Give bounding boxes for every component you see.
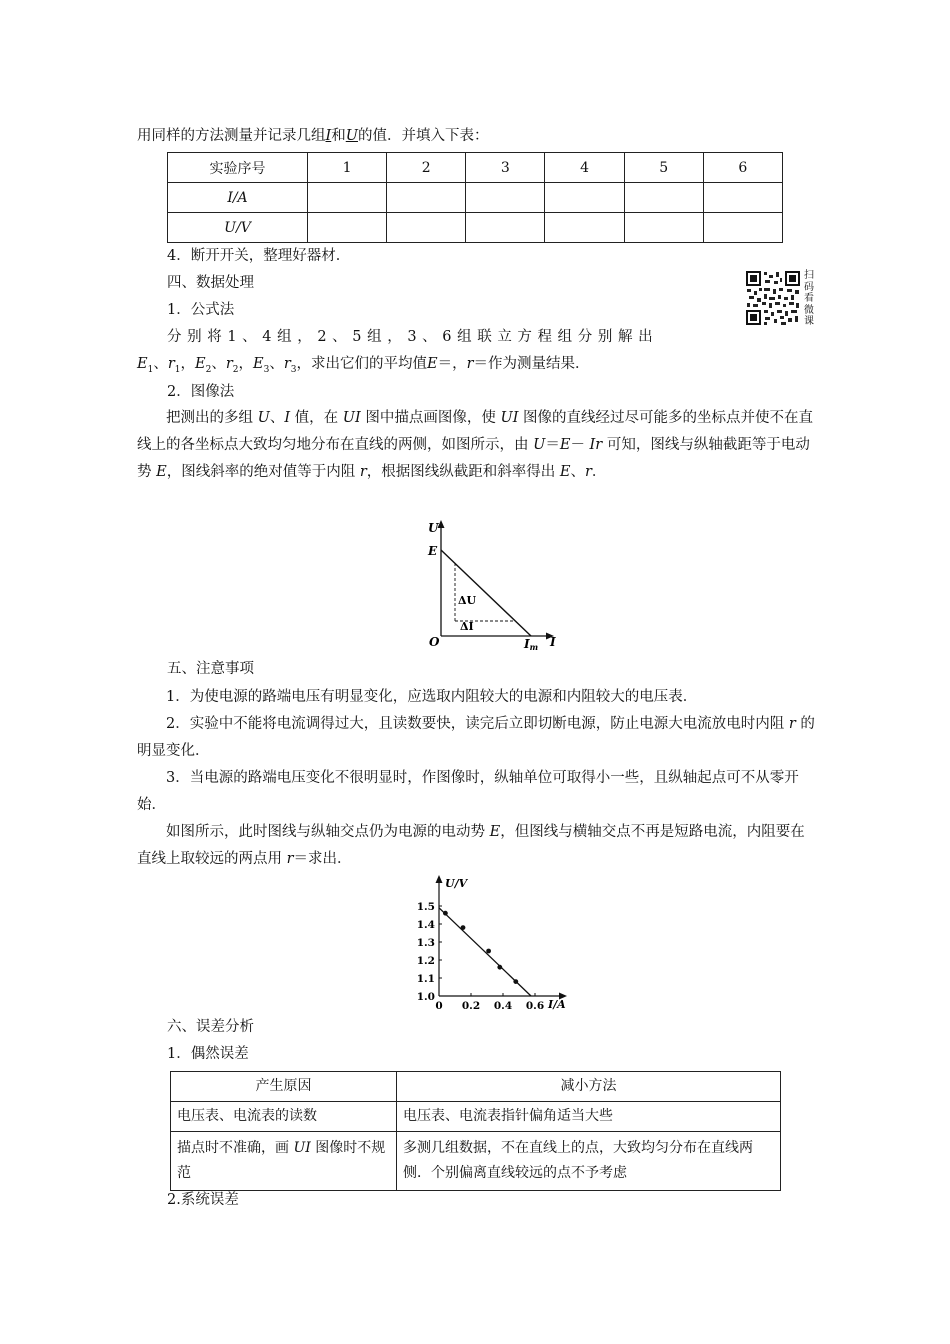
table-cell: [624, 183, 703, 213]
note-4: 如图所示，此时图线与纵轴交点仍为电源的电动势 E，但图线与横轴交点不再是短路电流，内阻要在直线上取较远的两点用 r＝求出．: [137, 824, 805, 867]
data-point: [443, 911, 448, 916]
note-1: 1．为使电源的路端电压有明显变化，应选取内阻较大的电源和内阻较大的电压表．: [166, 689, 698, 705]
table-cell: 电压表、电流表指针偏角适当大些: [397, 1102, 781, 1132]
y-tick-label: 1.4: [416, 919, 435, 931]
table-cell: [387, 183, 466, 213]
table-row: [168, 183, 783, 213]
table-cell: [545, 183, 624, 213]
origin-label: O: [429, 635, 440, 649]
table-row: [171, 1132, 781, 1191]
table-header-row: [171, 1072, 781, 1102]
x-tick-label: 0.4: [493, 1000, 513, 1010]
qr-code-image: [745, 270, 801, 326]
im-label: Im: [524, 637, 539, 650]
method-2-title: 2．图像法: [167, 384, 235, 400]
method-2-paragraph: 把测出的多组 U、I 值，在 UI 图中描点画图像，使 UI 图像的直线经过尽可能多的坐标点并使不在直线上的各坐标点大致均匀地分布在直线的两侧，如图所示，由 U＝E－ Ir 可知，图线与纵轴截距等于电动势 E，图线斜率的绝对值等于内阻 r，根据图线纵截距和斜率得出 E、r．: [137, 410, 814, 480]
y-axis-label: U/V: [445, 877, 468, 890]
step-4: 4．断开开关，整理好器材．: [167, 248, 351, 264]
table-cell: [545, 213, 624, 243]
table-cell: 2: [387, 153, 466, 183]
table-cell: 多测几组数据，不在直线上的点，大致均匀分布在直线两侧．个别偏离直线较远的点不予考虑: [397, 1132, 781, 1191]
error-table: [170, 1071, 781, 1191]
table-cell: 6: [703, 153, 782, 183]
y-tick-label: 1.2: [416, 955, 435, 967]
table-header-row: [168, 153, 783, 183]
section-6-heading: 六、误差分析: [167, 1019, 254, 1035]
section-5-heading: 五、注意事项: [167, 661, 254, 677]
qr-code[interactable]: [745, 270, 801, 326]
x-axis-label: I/A: [548, 998, 566, 1010]
method-1-title: 1．公式法: [167, 302, 235, 318]
i-axis-label: I: [550, 635, 556, 649]
ui-schematic-figure: [420, 518, 570, 650]
error-1-title: 1．偶然误差: [167, 1046, 249, 1062]
intro-text: 用同样的方法测量并记录几组I和U的值．并填入下表：: [137, 128, 489, 144]
table-cell: 1: [308, 153, 387, 183]
u-axis-arrow: [438, 520, 445, 528]
error-2-title: 2.系统误差: [167, 1192, 239, 1208]
table-cell: 电压表、电流表的读数: [171, 1102, 397, 1132]
table-row: [168, 213, 783, 243]
data-point: [461, 925, 466, 930]
y-tick-label: 1.3: [416, 937, 435, 949]
ui-line: [441, 550, 531, 636]
table-cell: [308, 183, 387, 213]
x-tick-label: 0: [435, 1000, 443, 1010]
x-tick-label: 0.6: [525, 1000, 545, 1010]
delta-u-label: ΔU: [458, 594, 477, 607]
y-axis-arrow: [436, 875, 443, 883]
data-point: [486, 949, 491, 954]
table-cell: 产生原因: [171, 1072, 397, 1102]
table-cell: [703, 213, 782, 243]
measurement-table: [167, 152, 783, 243]
table-row: [171, 1102, 781, 1132]
table-cell: 实验序号: [168, 153, 308, 183]
table-cell: 4: [545, 153, 624, 183]
table-cell: [703, 183, 782, 213]
note-3: 3．当电源的路端电压变化不很明显时，作图像时，纵轴单位可取得小一些，且纵轴起点可不从零开始．: [137, 770, 799, 813]
section-4-heading: 四、数据处理: [167, 275, 254, 291]
e-label: E: [428, 544, 438, 558]
row-label: U/V: [168, 213, 308, 243]
y-tick-label: 1.1: [416, 973, 435, 985]
table-cell: 减小方法: [397, 1072, 781, 1102]
delta-i-label: ΔI: [460, 620, 474, 633]
row-label: I/A: [168, 183, 308, 213]
note-2: 2．实验中不能将电流调得过大，且读数要快，读完后立即切断电源，防止电源大电流放电时内阻 r 的明显变化．: [137, 716, 815, 759]
x-tick-label: 0.2: [461, 1000, 481, 1010]
table-cell: [466, 183, 545, 213]
method-1-line-1: 分 别 将 1 、 4 组 ， 2 、 5 组 ， 3 、 6 组 联 立 方 程 组 分 别 解 出: [167, 329, 654, 345]
table-cell: 描点时不准确，画 UI 图像时不规范: [171, 1132, 397, 1191]
table-cell: 5: [624, 153, 703, 183]
y-tick-label: 1.0: [416, 991, 435, 1003]
table-cell: [308, 213, 387, 243]
table-cell: [466, 213, 545, 243]
table-cell: [387, 213, 466, 243]
qr-code-label: 扫码看微课: [804, 270, 814, 327]
data-point: [513, 979, 518, 984]
table-cell: 3: [466, 153, 545, 183]
y-tick-label: 1.5: [416, 901, 435, 913]
table-cell: [624, 213, 703, 243]
method-1-line-2: $E_1$、$r_1$，$E_2$、$r_2$，$E_3$、$r_3$，求出它们的平均值E＝，r＝作为测量结果．: [137, 356, 590, 375]
data-point: [497, 965, 502, 970]
ui-data-chart: [405, 870, 585, 1010]
u-axis-label: U: [428, 521, 439, 535]
